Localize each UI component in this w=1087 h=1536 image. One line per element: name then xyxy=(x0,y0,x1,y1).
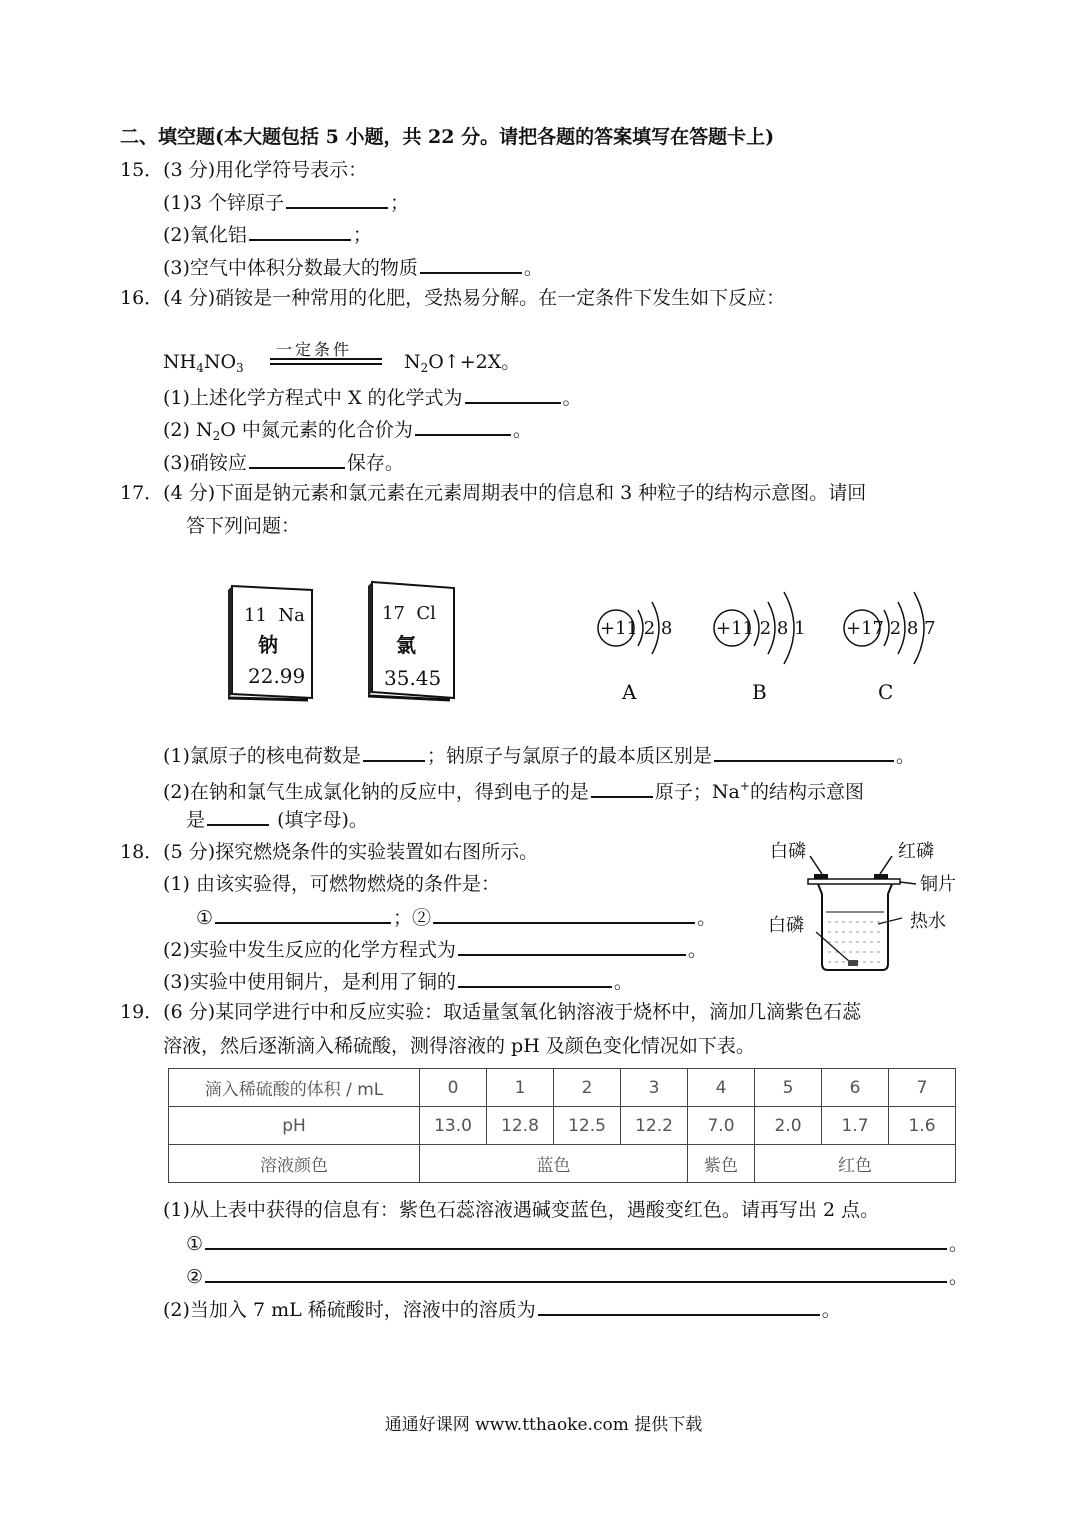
ph-color-table xyxy=(168,1068,956,1183)
table-cell: 1.6 xyxy=(889,1107,956,1145)
particle-a-letter: A xyxy=(622,680,637,704)
label-white-phosphorus-bottom: 白磷 xyxy=(768,915,804,936)
q15-stem: 15．(3 分)用化学符号表示： xyxy=(120,159,368,181)
answer-blank[interactable] xyxy=(714,742,894,762)
answer-blank[interactable] xyxy=(591,778,653,798)
q19-answer1: ① 。 xyxy=(186,1230,968,1256)
q16-part2: (2) $N_2O$ 中氮元素的化合价为 。 xyxy=(163,416,532,448)
q18-part1: (1) 由该实验得，可燃物燃烧的条件是： xyxy=(163,873,500,895)
na-name: 钠 xyxy=(258,633,278,657)
label-white-phosphorus-top: 白磷 xyxy=(770,841,806,862)
label-hot-water: 热水 xyxy=(910,911,946,932)
table-cell: 2 xyxy=(554,1069,621,1107)
cl-name: 氯 xyxy=(396,633,416,657)
q18-conditions: ① ；② 。 xyxy=(196,904,716,930)
label-copper-sheet: 铜片 xyxy=(920,874,956,895)
table-row xyxy=(169,1069,956,1107)
answer-blank[interactable] xyxy=(538,1296,820,1316)
table-cell: 6 xyxy=(822,1069,889,1107)
q17-part1: (1)氯原子的核电荷数是 ；钠原子与氯原子的最本质区别是 。 xyxy=(163,742,915,768)
q15-part1: (1)3 个锌原子 ； xyxy=(163,189,409,215)
answer-blank[interactable] xyxy=(458,968,612,988)
q16-product: $N_2O↑+2X$。 xyxy=(404,351,521,375)
particle-a-label: +11 2 8 xyxy=(600,618,673,639)
table-cell-blue: 蓝色 xyxy=(420,1145,688,1183)
table-cell: 2.0 xyxy=(755,1107,822,1145)
table-cell: 12.2 xyxy=(621,1107,688,1145)
table-cell: 13.0 xyxy=(420,1107,487,1145)
reaction-arrow-top xyxy=(270,358,382,360)
answer-blank[interactable] xyxy=(415,416,511,436)
q19-part2: (2)当加入 7 mL 稀硫酸时，溶液中的溶质为 。 xyxy=(163,1296,841,1322)
q17-part2-cont: 是 (填字母)。 xyxy=(186,806,368,832)
reaction-condition: 一定条件 xyxy=(276,340,353,359)
answer-blank[interactable] xyxy=(205,1230,947,1250)
q18-part3: (3)实验中使用铜片，是利用了铜的 。 xyxy=(163,968,633,994)
reaction-arrow-bottom xyxy=(270,363,382,365)
cl-mass: 35.45 xyxy=(384,666,442,690)
q15-part3: (3)空气中体积分数最大的物质 。 xyxy=(163,254,543,280)
answer-blank[interactable] xyxy=(286,189,388,209)
table-header-volume: 滴入稀硫酸的体积 / mL xyxy=(169,1069,420,1107)
particle-b-letter: B xyxy=(752,680,767,704)
q17-stem-line2: 答下列问题： xyxy=(186,515,301,537)
table-cell-red: 红色 xyxy=(755,1145,956,1183)
label-red-phosphorus: 红磷 xyxy=(898,841,934,862)
answer-blank[interactable] xyxy=(205,1263,947,1283)
answer-blank[interactable] xyxy=(215,904,391,924)
particle-b-label: +11 2 8 1 xyxy=(716,618,806,639)
q19-stem-line2: 溶液，然后逐渐滴入稀硫酸，测得溶液的 pH 及颜色变化情况如下表。 xyxy=(163,1035,755,1057)
footer: 通通好课网 www.tthaoke.com 提供下载 xyxy=(384,1415,703,1435)
table-cell: 7.0 xyxy=(688,1107,755,1145)
answer-blank[interactable] xyxy=(433,904,695,924)
q18-stem: 18．(5 分)探究燃烧条件的实验装置如右图所示。 xyxy=(120,841,539,863)
table-cell: 0 xyxy=(420,1069,487,1107)
answer-blank[interactable] xyxy=(420,254,522,274)
particle-c-letter: C xyxy=(878,680,894,704)
q19-stem-line1: 19．(6 分)某同学进行中和反应实验：取适量氢氧化钠溶液于烧杯中，滴加几滴紫色石蕊 xyxy=(120,1001,862,1023)
q16-part3: (3)硝铵应 保存。 xyxy=(163,449,404,475)
q16-reactant: $NH_4NO_3$ xyxy=(163,351,244,375)
table-cell: 7 xyxy=(889,1069,956,1107)
answer-blank[interactable] xyxy=(249,221,351,241)
table-cell: 4 xyxy=(688,1069,755,1107)
particle-c-label: +17 2 8 7 xyxy=(846,618,936,639)
q19-part1: (1)从上表中获得的信息有：紫色石蕊溶液遇碱变蓝色，遇酸变红色。请再写出 2 点。 xyxy=(163,1199,880,1221)
q17-part2: (2)在钠和氯气生成氯化钠的反应中，得到电子的是 原子；Na+的结构示意图 xyxy=(163,779,864,803)
answer-blank[interactable] xyxy=(363,742,425,762)
answer-blank[interactable] xyxy=(458,936,686,956)
table-header-color: 溶液颜色 xyxy=(169,1145,420,1183)
cl-number-symbol: 17 Cl xyxy=(382,603,436,624)
table-cell: 12.8 xyxy=(487,1107,554,1145)
answer-blank[interactable] xyxy=(207,806,269,826)
q16-stem: 16．(4 分)硝铵是一种常用的化肥，受热易分解。在一定条件下发生如下反应： xyxy=(120,287,786,309)
table-row xyxy=(169,1145,956,1183)
q19-answer2: ② 。 xyxy=(186,1263,968,1289)
table-cell: 5 xyxy=(755,1069,822,1107)
q17-stem-line1: 17．(4 分)下面是钠元素和氯元素在元素周期表中的信息和 3 种粒子的结构示意图。请回 xyxy=(120,482,867,504)
table-header-ph: pH xyxy=(169,1107,420,1145)
q16-part1: (1)上述化学方程式中 X 的化学式为 。 xyxy=(163,384,582,410)
table-cell: 12.5 xyxy=(554,1107,621,1145)
q18-part2: (2)实验中发生反应的化学方程式为 。 xyxy=(163,936,707,962)
table-cell: 1.7 xyxy=(822,1107,889,1145)
answer-blank[interactable] xyxy=(249,449,345,469)
table-cell-purple: 紫色 xyxy=(688,1145,755,1183)
table-row xyxy=(169,1107,956,1145)
na-number-symbol: 11 Na xyxy=(244,605,305,626)
table-cell: 1 xyxy=(487,1069,554,1107)
na-mass: 22.99 xyxy=(248,664,306,688)
table-cell: 3 xyxy=(621,1069,688,1107)
answer-blank[interactable] xyxy=(465,384,561,404)
q15-part2: (2)氧化铝 ； xyxy=(163,221,372,247)
section-title: 二、填空题(本大题包括 5 小题，共 22 分。请把各题的答案填写在答题卡上) xyxy=(120,126,775,148)
